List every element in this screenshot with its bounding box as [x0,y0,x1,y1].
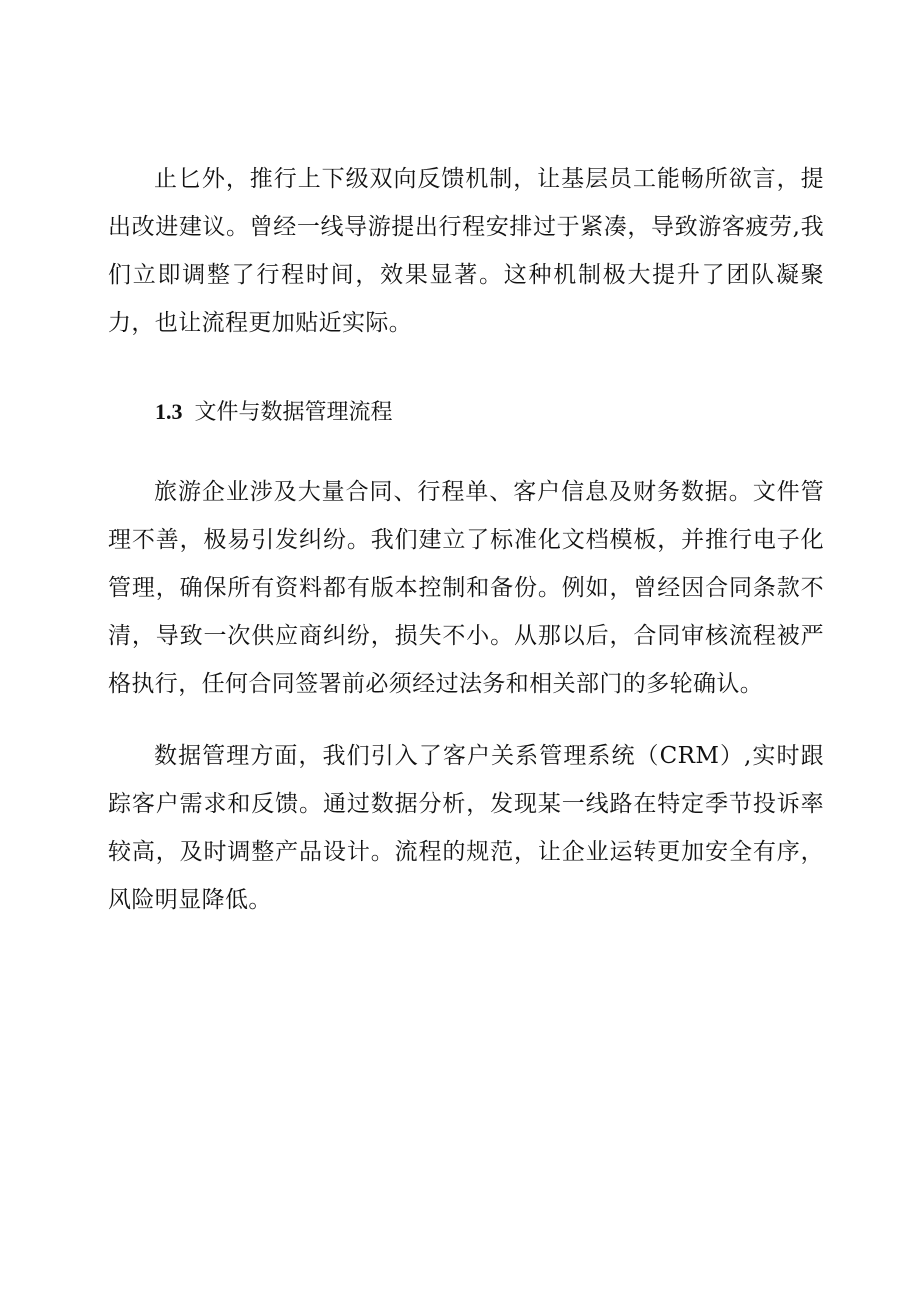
section-heading [155,392,393,433]
section-title: 文件与数据管理流程 [194,400,393,425]
paragraph-feedback-mechanism: 止匕外，推行上下级双向反馈机制，让基层员工能畅所欲言，提出改进建议。曾经一线导游提出行程安排过于紧凑，导致游客疲劳,我们立即调整了行程时间，效果显著。这种机制极大提升了团队凝聚力，也让流程更加贴近实际。 [108,166,824,336]
paragraph-data-management: 数据管理方面，我们引入了客户关系管理系统（CRM）,实时跟踪客户需求和反馈。通过数据分析，发现某一线路在特定季节投诉率较高，及时调整产品设计。流程的规范，让企业运转更加安全有序，风险明显降低。 [108,743,824,913]
section-number: 1.3 [155,399,183,424]
paragraph-document-management: 旅游企业涉及大量合同、行程单、客户信息及财务数据。文件管理不善，极易引发纠纷。我们建立了标准化文档模板，并推行电子化管理，确保所有资料都有版本控制和备份。例如，曾经因合同条款不清，导致一次供应商纠纷，损失不小。从那以后，合同审核流程被严格执行，任何合同签署前必须经过法务和相关部门的多轮确认。 [108,479,824,697]
